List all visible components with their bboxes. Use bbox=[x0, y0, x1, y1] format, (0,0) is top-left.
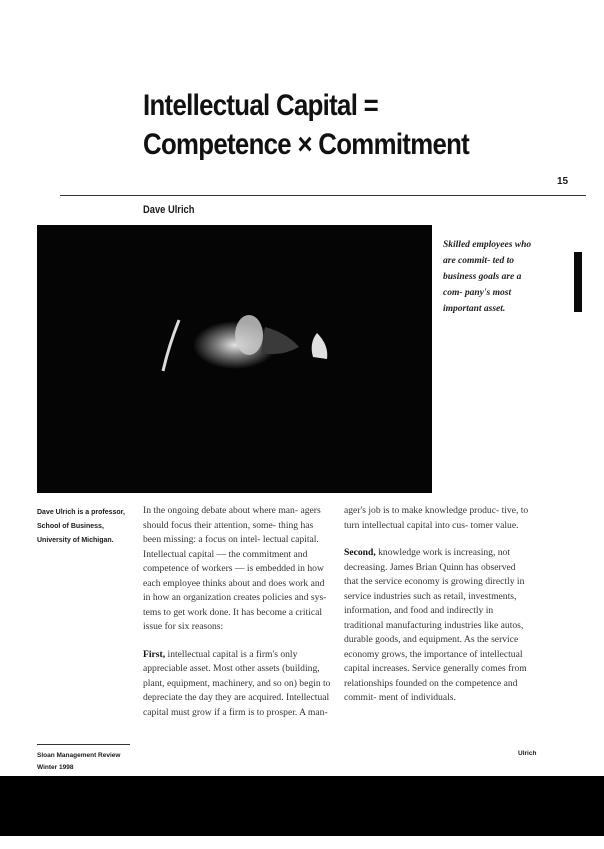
journal-name: Sloan Management Review bbox=[37, 752, 121, 759]
paragraph bbox=[344, 546, 532, 706]
photo-illustration bbox=[37, 225, 432, 493]
paragraph-lead-in: Second, bbox=[344, 547, 376, 558]
pull-quote: Skilled employees who are commit- ted to business goals are a com- pany's most important asset. bbox=[443, 240, 532, 314]
paragraph: In the ongoing debate about where man- agers should focus their attention, some- thing has been missing: a focus on intel- lectual capital. Intellectual capital — the commitment and competence of workers — is embedded in how each employee thinks about and does work and in how an organization creates policies and sys- tems to get work done. It has become a critical issue for six reasons: bbox=[143, 505, 327, 632]
article-title bbox=[143, 86, 469, 164]
paragraph-lead-in: First, bbox=[143, 648, 166, 660]
running-head: Ulrich bbox=[518, 750, 537, 757]
paragraph: ager's job is to make knowledge produc- tive, to turn intellectual capital into cus- tomer value. bbox=[344, 505, 529, 531]
title-line-1: Intellectual Capital = bbox=[143, 89, 379, 122]
paragraph bbox=[143, 648, 331, 721]
article-photo bbox=[37, 225, 432, 493]
author-affiliation: Dave Ulrich is a professor, School of Business, University of Michigan. bbox=[37, 509, 125, 544]
journal-issue: Winter 1998 bbox=[37, 764, 74, 771]
margin-tab-marker bbox=[574, 252, 582, 312]
paragraph-text: knowledge work is increasing, not decreasing. James Brian Quinn has observed that the service economy is growing directly in service industries such as retail, investments, information, and food and indirectly in traditional manufacturing industries like autos, durable goods, and equipment. As the service economy grows, the importance of intellectual capital increases. Service generally comes from relationships founded on the competence and commit- ment of individuals. bbox=[344, 547, 527, 703]
scan-footer-band bbox=[0, 776, 604, 836]
journal-info bbox=[37, 750, 120, 774]
header-rule bbox=[60, 195, 586, 196]
footer-rule bbox=[37, 744, 130, 745]
title-line-2: Competence × Commitment bbox=[143, 128, 470, 161]
body-column-1 bbox=[143, 504, 331, 733]
body-column-2 bbox=[344, 504, 532, 719]
author-byline: Dave Ulrich bbox=[143, 204, 195, 216]
paragraph-text: intellectual capital is a firm's only appreciable asset. Most other assets (building, plant, equipment, machinery, and so on) begin to depreciate the day they are acquired. Intellectual capital must grow if a firm is to prosper. A man- bbox=[143, 648, 331, 718]
page-number: 15 bbox=[557, 176, 569, 187]
